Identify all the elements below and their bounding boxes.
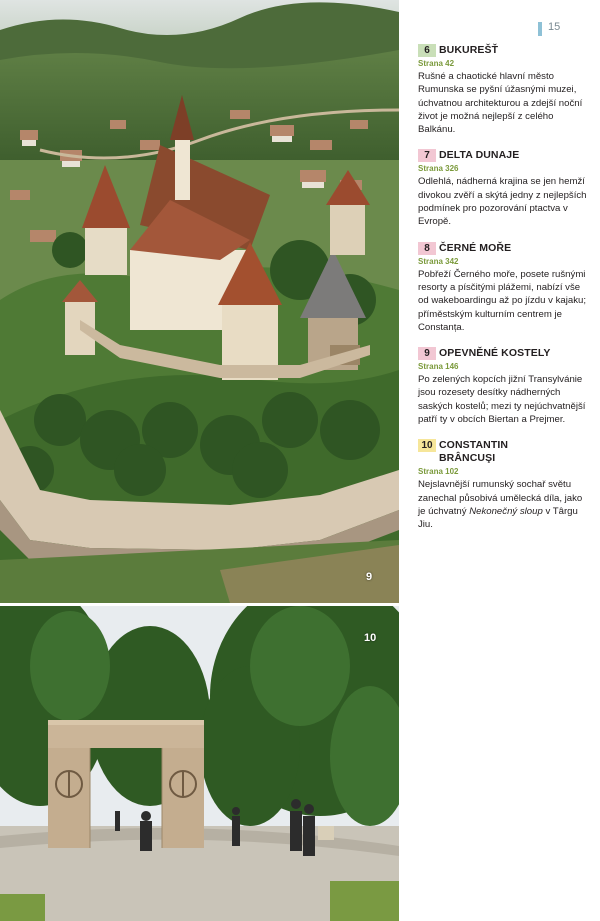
entry-title: BUKUREŠŤ — [439, 44, 499, 56]
gate-of-kiss-illustration — [0, 606, 399, 921]
entry-title: ČERNÉ MOŘE — [439, 241, 512, 254]
list-item — [418, 242, 588, 334]
entry-number-badge: 9 — [418, 347, 436, 360]
entry-title: DELTA DUNAJE — [439, 149, 520, 162]
desc-text: Nejslavnější rumunský sochař světu zanechal působivá umělecká díla, jako je úchvatný — [418, 479, 583, 517]
list-item — [418, 149, 588, 228]
entry-title-line: BRÂNCUŞI — [439, 452, 496, 465]
entry-heading — [418, 439, 588, 465]
entry-title — [439, 439, 508, 465]
page-number: 15 — [548, 21, 561, 33]
fortified-church-illustration — [0, 0, 399, 603]
entry-heading — [418, 44, 588, 57]
highlights-list — [418, 44, 588, 545]
entry-description: Po zelených kopcích jižní Transylvánie jsou rozesety desítky nádherných saských kostelů; mezi ty nejúchvatnější patří ty v obcích Biertan a Prejmer. — [418, 374, 586, 426]
entry-number-badge: 8 — [418, 242, 436, 255]
entry-description: Pobřeží Černého moře, posete rušnými resorty a písčitými plážemi, nabízí vše od wakeboardingu až po jízdu v kajaku; příměstským kulturním centrem je Constanța. — [418, 268, 586, 333]
page-marker-bar — [538, 22, 542, 36]
entry-title: OPEVNĚNÉ KOSTELY — [439, 347, 551, 360]
list-item — [418, 347, 588, 426]
entry-heading — [418, 149, 588, 162]
entry-description — [418, 478, 588, 531]
photo-number-label: 9 — [366, 571, 373, 583]
photo-number-label: 10 — [364, 632, 377, 644]
entry-description: Odlehlá, nádherná krajina se jen hemží divokou zvěří a skýtá jedny z nejlepších podmínek pro pozorování ptactva v Evropě. — [418, 176, 587, 228]
list-item — [418, 44, 588, 136]
entry-description: Rušné a chaotické hlavní město Rumunska se pyšní úžasnými muzei, úchvatnou architekturou a zdejší noční život je možná nejlepší z celého Balkánu. — [418, 71, 583, 136]
entry-title-line: CONSTANTIN — [439, 439, 509, 452]
entry-page-reference: Strana 146 — [418, 362, 459, 372]
entry-number-badge: 7 — [418, 149, 436, 162]
list-item — [418, 439, 588, 531]
entry-number-badge: 10 — [418, 439, 436, 452]
entry-heading — [418, 347, 588, 360]
entry-page-reference: Strana 326 — [418, 164, 459, 174]
entry-page-reference: Strana 102 — [418, 467, 459, 477]
gate-of-kiss-photo — [0, 606, 399, 921]
entry-page-reference: Strana 342 — [418, 256, 459, 266]
desc-text: v Târgu Jiu. — [418, 505, 578, 531]
entry-number-badge: 6 — [418, 44, 436, 57]
artwork-title: Nekonečný sloup — [469, 505, 543, 517]
fortified-church-photo — [0, 0, 399, 603]
entry-heading — [418, 242, 588, 255]
entry-page-reference: Strana 42 — [418, 59, 455, 68]
